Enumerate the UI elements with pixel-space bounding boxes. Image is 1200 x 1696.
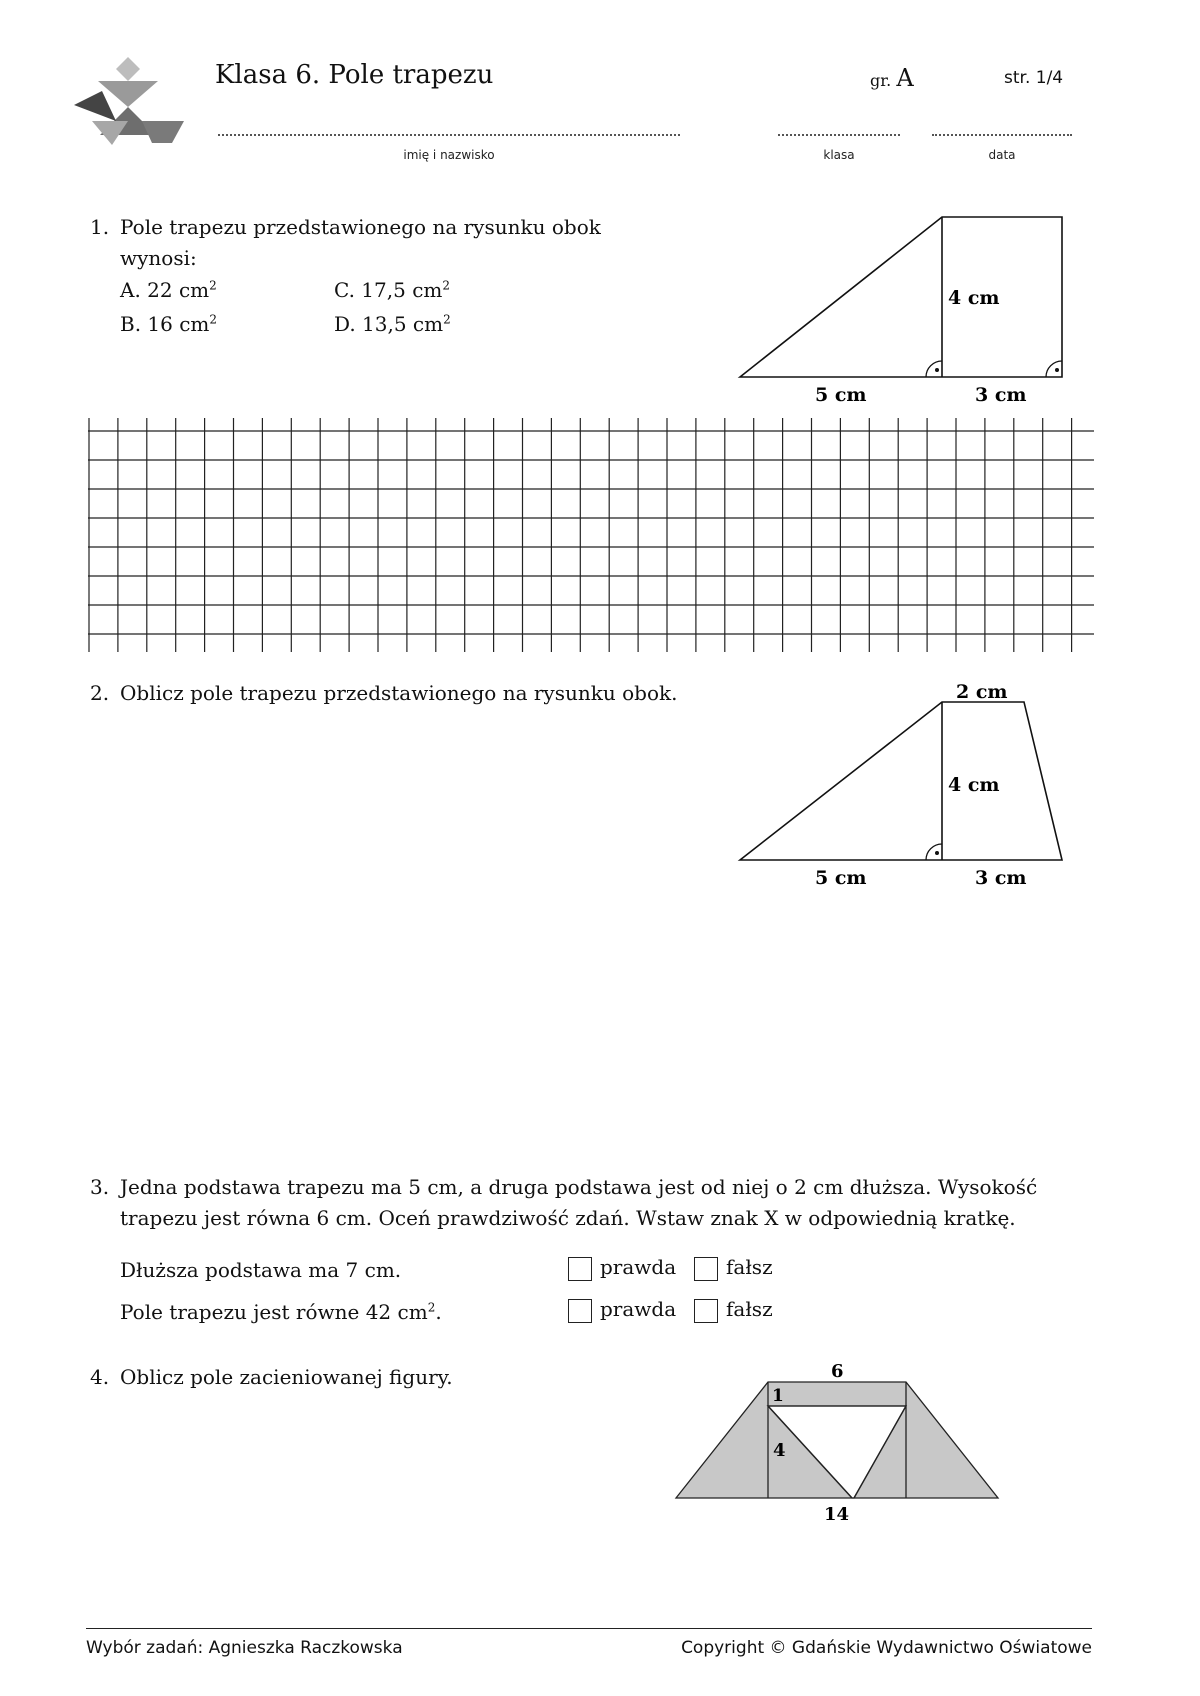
top-label: 2 cm xyxy=(956,681,1008,703)
group-indicator xyxy=(870,64,914,92)
task-1-trapezoid-figure xyxy=(730,205,1090,415)
option-c[interactable]: C. 17,5 $cm^2$ xyxy=(334,278,450,302)
answer-grid[interactable] xyxy=(88,418,1094,654)
task-4-text: Oblicz pole zacieniowanej figury. xyxy=(120,1365,453,1389)
page-title: Klasa 6. Pole trapezu xyxy=(215,60,494,90)
statement-1-false-checkbox[interactable] xyxy=(694,1257,718,1281)
task-3-text-line1: Jedna podstawa trapezu ma 5 cm, a druga podstawa jest od niej o 2 cm dłuższa. Wysokość xyxy=(120,1175,1038,1199)
task-4-shaded-figure xyxy=(670,1360,1010,1530)
top-label: 6 xyxy=(831,1361,844,1382)
task-1-number: 1. xyxy=(90,215,110,239)
statement-2-false[interactable]: fałsz xyxy=(694,1297,773,1323)
small-label: 1 xyxy=(772,1386,784,1406)
statement-1-true[interactable]: prawda xyxy=(568,1255,676,1281)
name-caption: imię i nazwisko xyxy=(403,148,495,162)
base-left-label: 5 cm xyxy=(815,867,867,889)
option-a[interactable]: A. 22 $cm^2$ xyxy=(120,278,217,302)
footer-divider xyxy=(86,1628,1092,1629)
date-caption: data xyxy=(988,148,1016,162)
statement-2-true-checkbox[interactable] xyxy=(568,1299,592,1323)
task-3-text-line2: trapezu jest równa 6 cm. Oceń prawdziwość zdań. Wstaw znak X w odpowiednią kratkę. xyxy=(120,1206,1016,1230)
group-prefix: gr. xyxy=(870,71,892,90)
task-1-text-line1: Pole trapezu przedstawionego na rysunku obok xyxy=(120,215,601,239)
task-1 xyxy=(90,212,601,274)
footer-copyright: Copyright © Gdańskie Wydawnictwo Oświatowe xyxy=(681,1638,1092,1658)
option-d[interactable]: D. 13,5 $cm^2$ xyxy=(334,312,451,336)
group-letter: A xyxy=(896,64,914,92)
height-label: 4 cm xyxy=(948,774,1000,796)
task-4 xyxy=(90,1362,453,1393)
page-number: str. 1/4 xyxy=(1004,68,1064,88)
statement-2-text: Pole trapezu jest równe 42 $cm^2$. xyxy=(120,1300,442,1324)
task-2-text: Oblicz pole trapezu przedstawionego na rysunku obok. xyxy=(120,681,678,705)
name-field[interactable] xyxy=(218,134,680,136)
task-2-trapezoid-figure xyxy=(730,680,1090,895)
publisher-logo xyxy=(72,55,184,147)
height-label: 4 xyxy=(773,1440,786,1461)
statement-2-true[interactable]: prawda xyxy=(568,1297,676,1323)
base-left-label: 5 cm xyxy=(815,384,867,406)
date-field[interactable] xyxy=(932,134,1072,136)
class-field[interactable] xyxy=(778,134,900,136)
task-2-number: 2. xyxy=(90,681,110,705)
statement-2-false-checkbox[interactable] xyxy=(694,1299,718,1323)
statement-1-text: Dłuższa podstawa ma 7 cm. xyxy=(120,1258,402,1282)
statement-1-false[interactable]: fałsz xyxy=(694,1255,773,1281)
task-2 xyxy=(90,678,677,709)
task-1-text-line2: wynosi: xyxy=(120,246,197,270)
class-caption: klasa xyxy=(823,148,855,162)
task-4-number: 4. xyxy=(90,1365,110,1389)
height-label: 4 cm xyxy=(948,287,1000,309)
base-right-label: 3 cm xyxy=(975,384,1027,406)
task-3 xyxy=(90,1172,1037,1234)
task-3-number: 3. xyxy=(90,1175,110,1199)
base-right-label: 3 cm xyxy=(975,867,1027,889)
base-label: 14 xyxy=(824,1504,850,1525)
option-b[interactable]: B. 16 $cm^2$ xyxy=(120,312,218,336)
statement-1-true-checkbox[interactable] xyxy=(568,1257,592,1281)
footer-author: Wybór zadań: Agnieszka Raczkowska xyxy=(86,1638,403,1658)
